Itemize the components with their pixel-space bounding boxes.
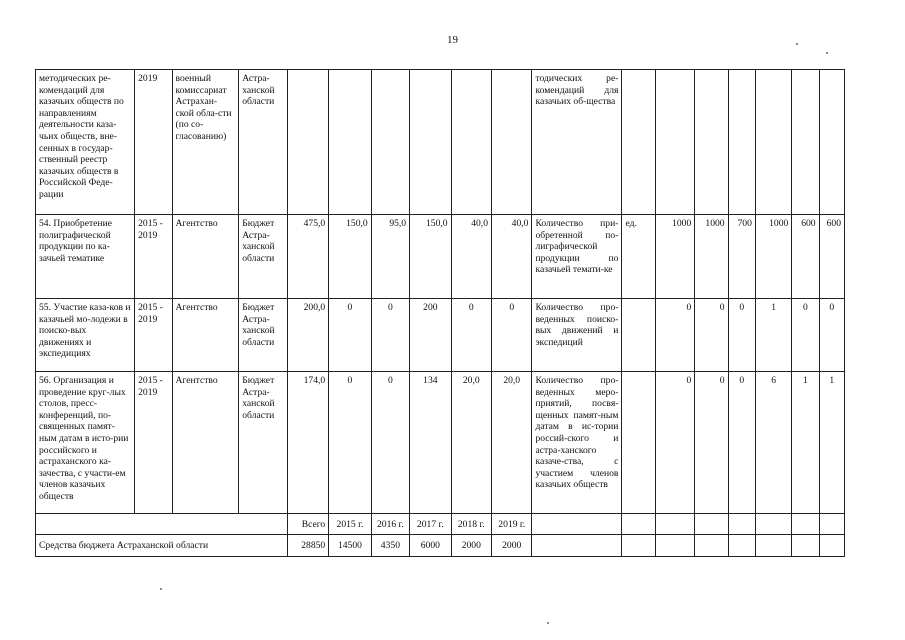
target-2019-cell: 600: [819, 215, 844, 299]
unit-cell: [622, 299, 655, 372]
amount-2017-cell: [410, 70, 451, 215]
amount-2016-cell: 0: [371, 299, 409, 372]
empty-cell: [792, 535, 819, 557]
target-2015-cell: 0: [695, 372, 728, 514]
amount-2017-cell: 200: [410, 299, 451, 372]
target-base-cell: [655, 70, 694, 215]
amount-2018-cell: [451, 70, 491, 215]
empty-cell: [532, 535, 622, 557]
empty-cell: [532, 514, 622, 535]
table-row: [36, 70, 845, 215]
page-number: 19: [447, 34, 458, 46]
target-2017-cell: 6: [755, 372, 791, 514]
amount-2019-cell: [492, 70, 532, 215]
period-cell: 2015 - 2019: [135, 372, 172, 514]
target-2019-cell: 1: [819, 372, 844, 514]
amount-2018-cell: 0: [451, 299, 491, 372]
empty-cell: [36, 514, 288, 535]
empty-cell: [622, 514, 655, 535]
budget-2018-cell: 2000: [451, 535, 491, 557]
year-header-row: [36, 514, 845, 535]
unit-cell: [622, 372, 655, 514]
program-table: [35, 69, 845, 557]
unit-cell: [622, 70, 655, 215]
target-2018-cell: 0: [792, 299, 819, 372]
amount-2015-cell: 150,0: [329, 215, 371, 299]
executor-cell: Агентство: [172, 299, 239, 372]
table-row: [36, 372, 845, 514]
empty-cell: [728, 514, 755, 535]
header-2017-cell: 2017 г.: [410, 514, 451, 535]
period-cell: 2015 - 2019: [135, 299, 172, 372]
amount-2019-cell: 0: [492, 299, 532, 372]
budget-total-cell: 28850: [287, 535, 328, 557]
executor-cell: военный комиссариат Астрахан-ской обла-сти (по со-гласованию): [172, 70, 239, 215]
budget-2019-cell: 2000: [492, 535, 532, 557]
amount-2016-cell: 0: [371, 372, 409, 514]
source-cell: Бюджет Астра-ханской области: [239, 299, 288, 372]
target-2015-cell: [695, 70, 728, 215]
empty-cell: [728, 535, 755, 557]
indicator-cell: Количество про-веденных меро-приятий, посвя-щенных памят-ным датам в ис-тории россий-ского и астра-ханского казаче-ства, с участием членов казачьих обществ: [532, 372, 622, 514]
budget-2017-cell: 6000: [410, 535, 451, 557]
source-cell: Астра-ханской области: [239, 70, 288, 215]
empty-cell: [819, 535, 844, 557]
header-2018-cell: 2018 г.: [451, 514, 491, 535]
empty-cell: [695, 514, 728, 535]
table-row: [36, 299, 845, 372]
amount-2015-cell: 0: [329, 299, 371, 372]
budget-total-row: [36, 535, 845, 557]
target-2018-cell: [792, 70, 819, 215]
empty-cell: [655, 514, 694, 535]
amount-total-cell: 475,0: [287, 215, 328, 299]
source-cell: Бюджет Астра-ханской области: [239, 372, 288, 514]
amount-2016-cell: 95,0: [371, 215, 409, 299]
period-cell: 2019: [135, 70, 172, 215]
target-2017-cell: 1: [755, 299, 791, 372]
indicator-cell: Количество при-обретенной по-лиграфической продукции по казачьей темати-ке: [532, 215, 622, 299]
target-2017-cell: [755, 70, 791, 215]
amount-2015-cell: [329, 70, 371, 215]
indicator-cell: тодических ре-комендаций для казачьих об-щества: [532, 70, 622, 215]
budget-label-cell: Средства бюджета Астраханской области: [36, 535, 288, 557]
empty-cell: [819, 514, 844, 535]
target-base-cell: 0: [655, 372, 694, 514]
scan-speck: [826, 52, 828, 54]
amount-2017-cell: 150,0: [410, 215, 451, 299]
target-base-cell: 0: [655, 299, 694, 372]
target-2015-cell: 0: [695, 299, 728, 372]
target-2018-cell: 600: [792, 215, 819, 299]
measure-name-cell: 55. Участие каза-ков и казачьей мо-лодежи в поиско-вых движениях и экспедициях: [36, 299, 135, 372]
empty-cell: [755, 535, 791, 557]
executor-cell: Агентство: [172, 215, 239, 299]
amount-2019-cell: 40,0: [492, 215, 532, 299]
budget-2016-cell: 4350: [371, 535, 409, 557]
target-2018-cell: 1: [792, 372, 819, 514]
scan-speck: [547, 622, 549, 624]
amount-total-cell: 200,0: [287, 299, 328, 372]
target-2019-cell: [819, 70, 844, 215]
header-2019-cell: 2019 г.: [492, 514, 532, 535]
target-2015-cell: 1000: [695, 215, 728, 299]
executor-cell: Агентство: [172, 372, 239, 514]
amount-total-cell: [287, 70, 328, 215]
budget-2015-cell: 14500: [329, 535, 371, 557]
amount-2018-cell: 40,0: [451, 215, 491, 299]
indicator-cell: Количество про-веденных поиско-вых движений и экспедиций: [532, 299, 622, 372]
scan-speck: [796, 43, 798, 45]
empty-cell: [792, 514, 819, 535]
amount-total-cell: 174,0: [287, 372, 328, 514]
target-2017-cell: 1000: [755, 215, 791, 299]
header-total-cell: Всего: [287, 514, 328, 535]
empty-cell: [755, 514, 791, 535]
target-base-cell: 1000: [655, 215, 694, 299]
measure-name-cell: 54. Приобретение полиграфической продукции по ка-зачьей тематике: [36, 215, 135, 299]
amount-2016-cell: [371, 70, 409, 215]
target-2016-cell: [728, 70, 755, 215]
amount-2018-cell: 20,0: [451, 372, 491, 514]
header-2016-cell: 2016 г.: [371, 514, 409, 535]
unit-cell: ед.: [622, 215, 655, 299]
amount-2015-cell: 0: [329, 372, 371, 514]
amount-2017-cell: 134: [410, 372, 451, 514]
target-2016-cell: 0: [728, 372, 755, 514]
measure-name-cell: методических ре-комендаций для казачьих обществ по направлениям деятельности каза-чьих обществ, вне-сенных в государ-ственный реестр казачьих обществ в Российской Феде-рации: [36, 70, 135, 215]
target-2019-cell: 0: [819, 299, 844, 372]
empty-cell: [622, 535, 655, 557]
amount-2019-cell: 20,0: [492, 372, 532, 514]
period-cell: 2015 - 2019: [135, 215, 172, 299]
measure-name-cell: 56. Организация и проведение круг-лых столов, пресс-конференций, по-священных памят-ным датам в исто-рии российского и астраханского ка-зачества, с участи-ем членов казачьих обществ: [36, 372, 135, 514]
empty-cell: [695, 535, 728, 557]
target-2016-cell: 700: [728, 215, 755, 299]
header-2015-cell: 2015 г.: [329, 514, 371, 535]
target-2016-cell: 0: [728, 299, 755, 372]
empty-cell: [655, 535, 694, 557]
table-row: [36, 215, 845, 299]
source-cell: Бюджет Астра-ханской области: [239, 215, 288, 299]
scan-speck: [160, 588, 162, 590]
